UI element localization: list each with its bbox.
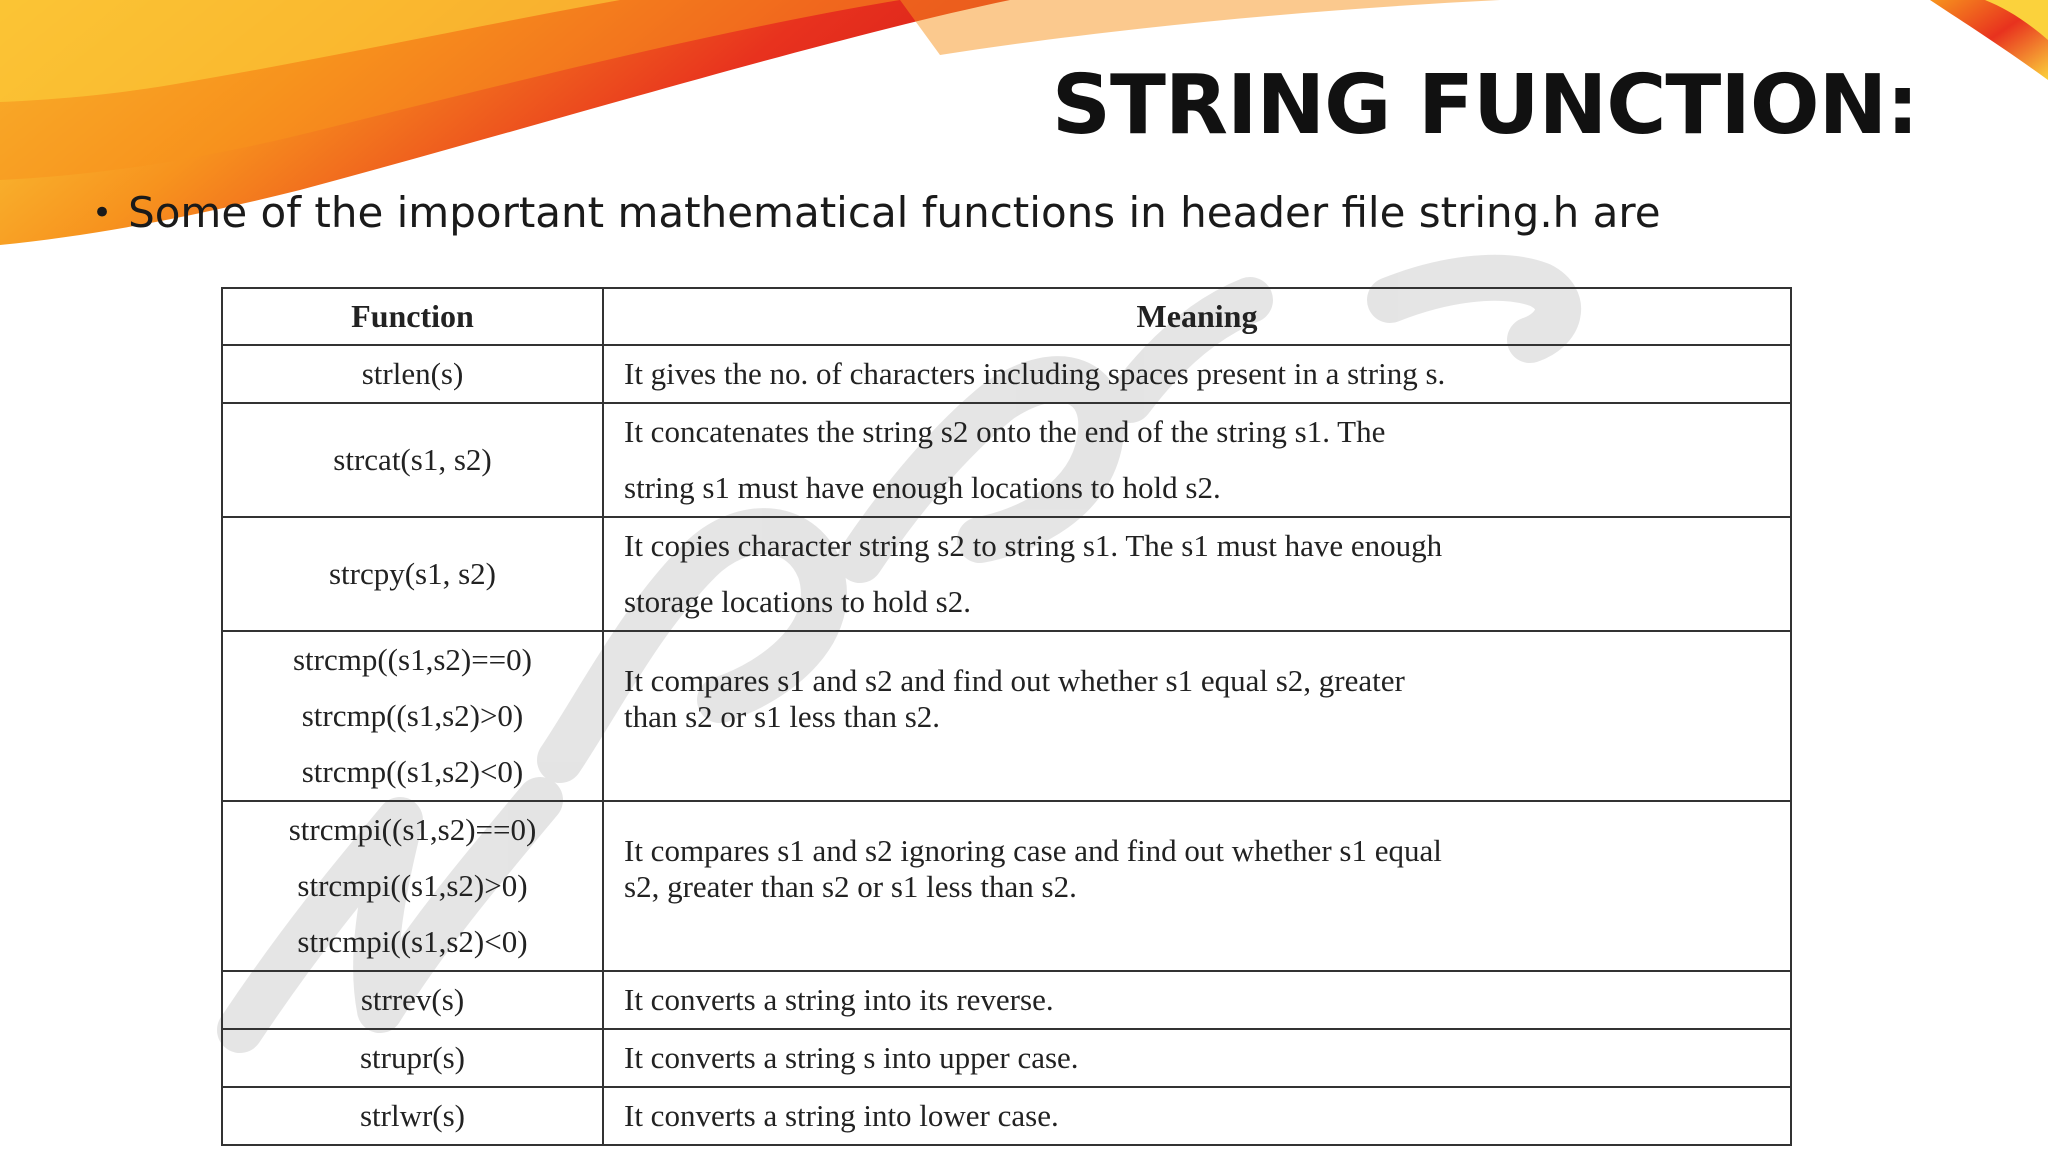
- function-name: strupr(s): [359, 1040, 466, 1075]
- table-row: [222, 1087, 1791, 1145]
- header-function: Function: [222, 288, 603, 345]
- string-function-table: [221, 287, 1792, 1146]
- function-cell: [222, 631, 603, 801]
- function-name: strlwr(s): [359, 1098, 466, 1133]
- meaning-cell: [603, 631, 1791, 801]
- meaning-line: It compares s1 and s2 and find out whether s1 equal s2, greater: [624, 663, 1405, 698]
- function-cell: [222, 801, 603, 971]
- function-name: strlen(s): [361, 356, 464, 391]
- meaning-cell: [603, 403, 1791, 517]
- meaning-cell: It converts a string into lower case.: [603, 1087, 1791, 1145]
- function-name: strrev(s): [360, 982, 465, 1017]
- table-row: [222, 631, 1791, 801]
- function-name: strcmpi((s1,s2)<0): [297, 924, 528, 959]
- meaning-line: than s2 or s1 less than s2.: [624, 699, 941, 734]
- header-meaning: Meaning: [603, 288, 1791, 345]
- function-name: strcmp((s1,s2)<0): [301, 754, 524, 789]
- function-name: strcpy(s1, s2): [328, 556, 497, 591]
- function-cell: [222, 1029, 603, 1087]
- function-cell: [222, 517, 603, 631]
- function-cell: [222, 1087, 603, 1145]
- meaning-cell: [603, 801, 1791, 971]
- function-cell: [222, 345, 603, 403]
- function-name: strcmpi((s1,s2)>0): [297, 868, 528, 903]
- meaning-cell: It converts a string s into upper case.: [603, 1029, 1791, 1087]
- table-row: [222, 403, 1791, 517]
- intro-bullet: [92, 188, 1661, 237]
- intro-text: Some of the important mathematical functions in header file string.h are: [128, 188, 1661, 237]
- meaning-cell: [603, 517, 1791, 631]
- page-title: STRING FUNCTION:: [1051, 58, 1918, 153]
- function-name: strcmp((s1,s2)>0): [301, 698, 524, 733]
- meaning-cell: It gives the no. of characters including spaces present in a string s.: [603, 345, 1791, 403]
- meaning-line: It concatenates the string s2 onto the end of the string s1. The: [624, 414, 1386, 449]
- function-name: strcat(s1, s2): [333, 442, 492, 477]
- meaning-line: storage locations to hold s2.: [624, 584, 971, 619]
- table-row: [222, 517, 1791, 631]
- meaning-line: s2, greater than s2 or s1 less than s2.: [624, 869, 1077, 904]
- meaning-line: It compares s1 and s2 ignoring case and find out whether s1 equal: [624, 833, 1442, 868]
- table-header-row: [222, 288, 1791, 345]
- bullet-marker: •: [92, 192, 113, 233]
- table-row: [222, 801, 1791, 971]
- table-row: [222, 971, 1791, 1029]
- function-cell: [222, 403, 603, 517]
- function-name: strcmpi((s1,s2)==0): [288, 812, 537, 847]
- function-name: strcmp((s1,s2)==0): [292, 642, 532, 677]
- meaning-cell: It converts a string into its reverse.: [603, 971, 1791, 1029]
- meaning-line: It copies character string s2 to string s1. The s1 must have enough: [624, 528, 1443, 563]
- function-cell: [222, 971, 603, 1029]
- meaning-line: string s1 must have enough locations to hold s2.: [624, 470, 1221, 505]
- table-row: [222, 1029, 1791, 1087]
- table-row: [222, 345, 1791, 403]
